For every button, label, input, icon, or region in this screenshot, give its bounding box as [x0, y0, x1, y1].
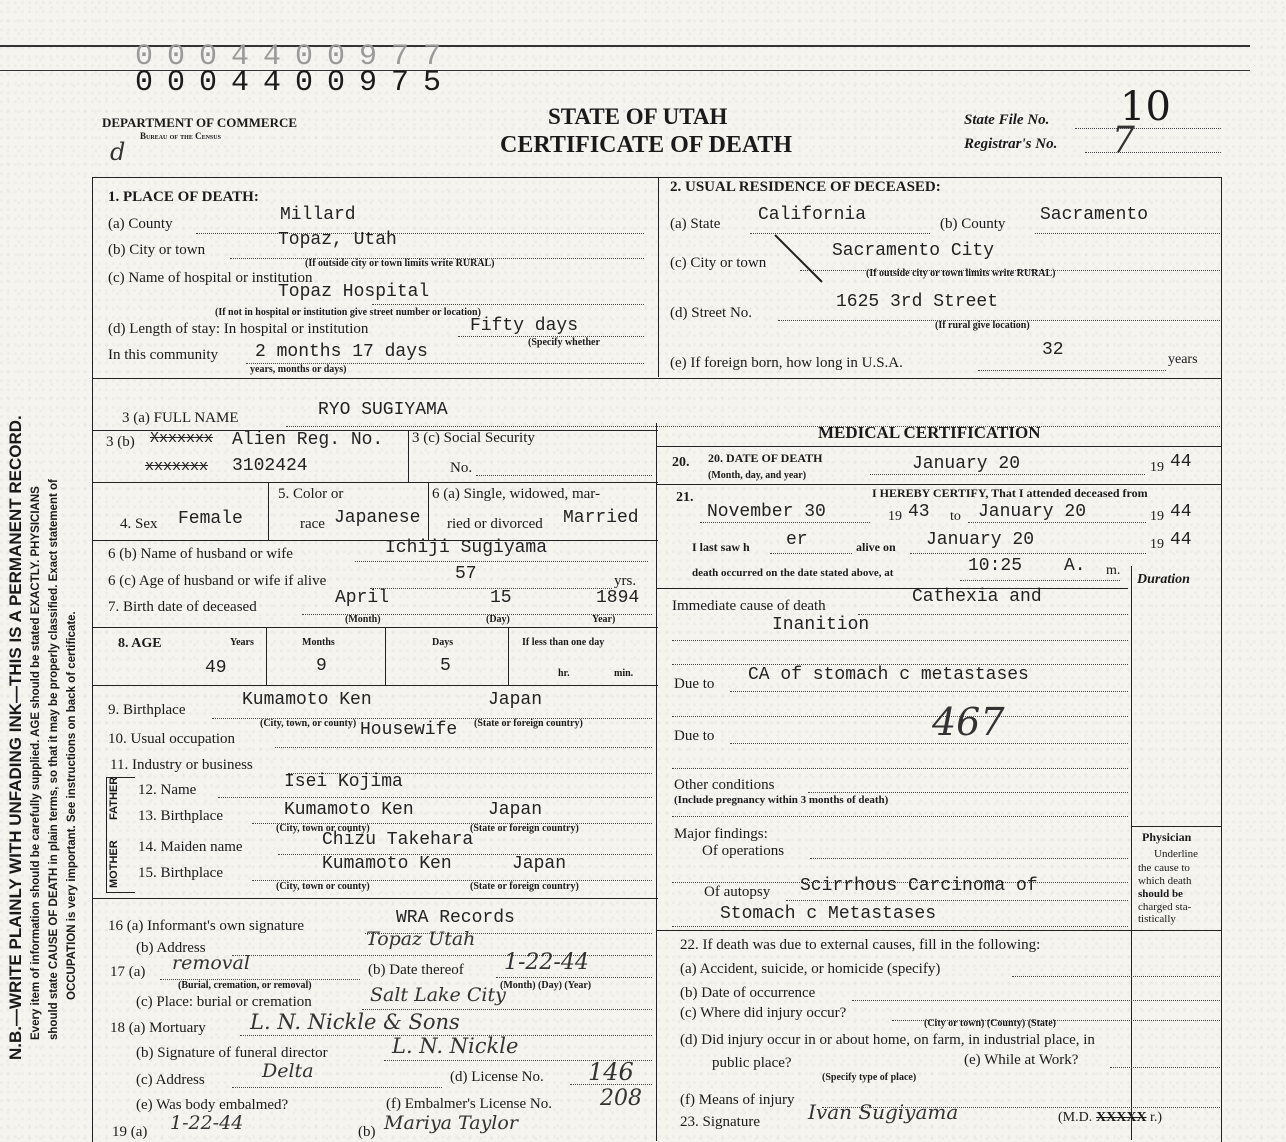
certificate-title: CERTIFICATE OF DEATH [500, 132, 793, 158]
certify-number: 21. [676, 490, 694, 505]
sex-label: 4. Sex [120, 516, 158, 532]
day-caption: (Day) [486, 614, 510, 625]
attend-from-year-prefix: 19 [888, 509, 902, 524]
res-county-value: Sacramento [1040, 205, 1149, 225]
birth-month: April [335, 588, 390, 608]
father-birth-country: Japan [488, 800, 543, 820]
physician-note-5: charged sta- [1138, 901, 1192, 913]
birthplace-country: Japan [488, 690, 543, 710]
registrar-label: Registrar's No. [964, 136, 1058, 152]
days-header: Days [432, 637, 454, 648]
attend-to-date: January 20 [978, 502, 1087, 522]
external-e-label: (e) While at Work? [964, 1052, 1079, 1068]
alive-year: 44 [1170, 530, 1192, 550]
attend-to-year: 44 [1170, 502, 1192, 522]
father-side-label: FATHER [108, 776, 120, 820]
filed-b-label: (b) [358, 1124, 376, 1140]
physician-signature: Ivan Sugiyama [808, 1100, 959, 1124]
divider-med-head [656, 446, 1222, 447]
foreign-label: (e) If foreign born, how long in U.S.A. [670, 355, 903, 371]
divider-main [656, 423, 657, 1141]
res-state-label: (a) State [670, 216, 721, 232]
side-instruction-4: OCCUPATION is very important. See instructions on back of certificate. [66, 611, 78, 1000]
birth-date-label: 7. Birth date of deceased [108, 599, 257, 615]
autopsy-value-2: Stomach c Metastases [720, 904, 937, 924]
informant-sig-label: 16 (a) Informant's own signature [108, 918, 304, 934]
place-of-death-heading: 1. PLACE OF DEATH: [108, 189, 259, 205]
certify-text: I HEREBY CERTIFY, That I attended deceased from [872, 486, 1148, 500]
birthplace-label: 9. Birthplace [108, 702, 186, 718]
side-instruction-2: Every item of information should be carefully supplied. AGE should be stated EXACTLY. PHYSICIANS [30, 486, 42, 1040]
spouse-label: 6 (b) Name of husband or wife [108, 546, 293, 562]
state-file-value: 10 [1120, 84, 1171, 130]
cause-code: 467 [932, 700, 1005, 744]
physician-note-3: which death [1138, 875, 1192, 887]
alien-label: 3 (b) [106, 434, 135, 450]
month-caption: (Month) [345, 614, 381, 625]
years-header: Years [230, 637, 254, 648]
full-name-label: 3 (a) FULL NAME [122, 410, 239, 426]
birth-year: 1894 [596, 588, 640, 608]
autopsy-value-1: Scirrhous Carcinoma of [800, 876, 1038, 896]
license-label: (d) License No. [450, 1069, 544, 1085]
yrs-label: yrs. [614, 573, 637, 589]
occupation-label: 10. Usual occupation [108, 731, 236, 747]
marital-label-2: ried or divorced [447, 516, 543, 532]
mortuary-value: L. N. Nickle & Sons [250, 1010, 460, 1034]
bureau-label: Bureau of the Census [140, 131, 221, 141]
death-time-m: m. [1106, 563, 1121, 578]
age-years: 49 [205, 658, 227, 678]
embalmer-license-label: (f) Embalmer's License No. [386, 1096, 552, 1112]
res-city-label: (c) City or town [670, 255, 767, 271]
res-street-note: (If rural give location) [935, 320, 1030, 331]
external-causes-label: 22. If death was due to external causes, fill in the following: [680, 937, 1041, 953]
occupation-value: Housewife [360, 720, 458, 740]
major-findings-label: Major findings: [674, 826, 768, 842]
external-f-label: (f) Means of injury [680, 1092, 795, 1108]
spouse-age-value: 57 [455, 564, 477, 584]
age-label: 8. AGE [118, 636, 162, 651]
county-value: Millard [280, 205, 356, 225]
mortuary-label: 18 (a) Mortuary [110, 1020, 206, 1036]
license-value: 146 [588, 1058, 634, 1086]
alien-number: 3102424 [232, 456, 308, 476]
external-c-caption: (City or town) (County) (State) [924, 1018, 1057, 1029]
months-header: Months [302, 637, 335, 648]
res-city-value: Sacramento City [832, 241, 995, 261]
funeral-address-label: (c) Address [136, 1072, 205, 1088]
father-birth-caption-2: (State or foreign country) [470, 823, 579, 834]
check-mark [770, 230, 830, 290]
death-time-label: death occurred on the date stated above, at [692, 567, 894, 579]
marital-label: 6 (a) Single, widowed, mar- [432, 486, 600, 502]
birthplace-caption-2: (State or foreign country) [474, 718, 583, 729]
alive-on-label: alive on [856, 540, 896, 554]
filed-label: 19 (a) [112, 1124, 148, 1140]
funeral-address-value: Delta [262, 1060, 314, 1082]
res-street-label: (d) Street No. [670, 305, 753, 321]
mother-name-label: 14. Maiden name [138, 839, 243, 855]
years-label: years [1168, 352, 1198, 367]
other-conditions-note: (Include pregnancy within 3 months of death) [674, 794, 889, 806]
burial-place-label: (c) Place: burial or cremation [136, 994, 312, 1010]
year-caption: Year) [592, 614, 616, 625]
physician-note-1: Underline [1154, 848, 1198, 860]
date-of-death-value: January 20 [912, 454, 1021, 474]
spouse-value: Ichiji Sugiyama [385, 538, 548, 558]
physician-note-4: should be [1138, 888, 1183, 900]
hospital-label: (c) Name of hospital or institution [108, 270, 313, 286]
informant-address-value: Topaz Utah [366, 928, 476, 950]
autopsy-label: Of autopsy [704, 884, 771, 900]
serial-number-faded: 0004400977 [135, 40, 456, 74]
race-value: Japanese [334, 508, 421, 528]
external-d2-label: public place? [712, 1055, 792, 1071]
immediate-cause-label: Immediate cause of death [672, 598, 826, 614]
director-label: (b) Signature of funeral director [136, 1045, 328, 1061]
to-label: to [950, 509, 961, 524]
specify-note: (Specify whether [528, 337, 600, 348]
physician-note-title: Physician [1142, 830, 1192, 844]
father-name-label: 12. Name [138, 782, 197, 798]
community-value: 2 months 17 days [255, 342, 428, 362]
hospital-note: (If not in hospital or institution give street number or location) [215, 307, 481, 318]
md-end: r.) [1150, 1110, 1163, 1125]
res-state-value: California [758, 205, 867, 225]
immediate-cause-2: Inanition [772, 615, 870, 635]
hr-label: hr. [558, 668, 570, 679]
disposition-label: 17 (a) [110, 964, 146, 980]
registrar-value: 7 [1112, 120, 1135, 161]
alien-text: Alien Reg. No. [232, 430, 384, 450]
city-label: (b) City or town [108, 242, 206, 258]
margin-mark: d [110, 138, 126, 166]
external-c-label: (c) Where did injury occur? [680, 1005, 847, 1021]
divider-top [658, 177, 659, 377]
external-d-label: (d) Did injury occur in or about home, on farm, in industrial place, in [680, 1032, 1095, 1048]
mother-birth-label: 15. Birthplace [138, 865, 223, 881]
hospital-value: Topaz Hospital [278, 282, 430, 302]
disposition-date-value: 1-22-44 [504, 950, 589, 975]
attend-from-year: 43 [908, 502, 930, 522]
race-label: race [300, 516, 325, 532]
foreign-value: 32 [1042, 340, 1064, 360]
community-label: In this community [108, 347, 218, 363]
less-header: If less than one day [522, 637, 605, 648]
due-to-1-value: CA of stomach c metastases [748, 665, 1029, 685]
color-label: 5. Color or [278, 486, 344, 502]
immediate-cause-1: Cathexia and [912, 587, 1042, 607]
physician-note-6: tistically [1138, 913, 1176, 925]
full-name-value: RYO SUGIYAMA [318, 400, 448, 420]
date-of-death-label: 20. DATE OF DEATH [708, 451, 823, 465]
duration-header: Duration [1137, 572, 1190, 587]
informant-address-label: (b) Address [136, 940, 206, 956]
disposition-date-label: (b) Date thereof [368, 962, 464, 978]
ss-label: 3 (c) Social Security [412, 430, 535, 446]
father-name-value: Isei Kojima [284, 772, 403, 792]
disposition-note: (Burial, cremation, or removal) [178, 980, 312, 991]
sex-value: Female [178, 509, 243, 529]
medical-heading: MEDICAL CERTIFICATION [818, 423, 1041, 442]
burial-place-value: Salt Lake City [370, 984, 506, 1006]
mother-side-label: MOTHER [108, 840, 120, 888]
disposition-value: removal [172, 952, 250, 974]
divider-section [92, 378, 1222, 379]
disposition-date-caption: (Month) (Day) (Year) [500, 980, 592, 991]
date-of-death-number: 20. [672, 455, 690, 470]
embalmer-license-value: 208 [600, 1086, 642, 1111]
death-time-ampm: A. [1064, 556, 1086, 576]
director-value: L. N. Nickle [392, 1034, 519, 1058]
last-saw-value: er [786, 530, 808, 550]
filed-value: 1-22-44 [170, 1112, 244, 1134]
mother-birth-value: Kumamoto Ken [322, 854, 452, 874]
physician-note-2: the cause to [1138, 862, 1190, 874]
stay-value: Fifty days [470, 316, 579, 336]
mother-birth-caption-1: (City, town or county) [276, 881, 370, 892]
due-to-1-label: Due to [674, 676, 715, 692]
stay-label: (d) Length of stay: In hospital or institution [108, 321, 369, 337]
embalmed-label: (e) Was body embalmed? [136, 1097, 289, 1113]
age-days: 5 [440, 656, 451, 676]
res-county-label: (b) County [940, 216, 1006, 232]
birthplace-caption-1: (City, town, or county) [260, 718, 357, 729]
community-note: years, months or days) [250, 364, 347, 375]
city-note: (If outside city or town limits write RURAL) [305, 258, 495, 269]
md-struck: XXXXX [1096, 1110, 1147, 1125]
department-label: DEPARTMENT OF COMMERCE [102, 115, 298, 130]
registrar-signature: Mariya Taylor [384, 1112, 518, 1134]
min-label: min. [614, 668, 634, 679]
alien-struck: Xxxxxxx [150, 430, 214, 447]
operations-label: Of operations [702, 843, 785, 859]
father-birth-caption-1: (City, town or county) [276, 823, 370, 834]
father-birth-value: Kumamoto Ken [284, 800, 414, 820]
last-saw-label: I last saw h [692, 540, 750, 554]
side-instruction-3: should state CAUSE OF DEATH in plain terms, so that it may be properly classified. Exact statement of [48, 479, 60, 1040]
external-d-caption: (Specify type of place) [822, 1072, 917, 1083]
due-to-2-label: Due to [674, 728, 715, 744]
alive-on-date: January 20 [926, 530, 1035, 550]
county-label: (a) County [108, 216, 173, 232]
age-months: 9 [316, 656, 327, 676]
signature-label: 23. Signature [680, 1114, 760, 1130]
attend-to-year-prefix: 19 [1150, 509, 1164, 524]
res-street-value: 1625 3rd Street [836, 292, 999, 312]
external-a-label: (a) Accident, suicide, or homicide (specify) [680, 961, 941, 977]
alive-year-prefix: 19 [1150, 537, 1164, 552]
date-of-death-caption: (Month, day, and year) [708, 470, 807, 481]
birth-day: 15 [490, 588, 512, 608]
ss-no-label: No. [450, 460, 473, 476]
informant-sig-value: WRA Records [396, 908, 515, 928]
mother-birth-caption-2: (State or foreign country) [470, 881, 579, 892]
alien-struck-2: xxxxxxx [145, 458, 209, 475]
date-year-value: 44 [1170, 452, 1192, 472]
side-instruction-1: N.B.—WRITE PLAINLY WITH UNFADING INK—THIS IS A PERMANENT RECORD. [6, 415, 25, 1060]
date-year-prefix: 19 [1150, 460, 1164, 475]
marital-value: Married [563, 508, 639, 528]
mother-birth-country: Japan [512, 854, 567, 874]
residence-heading: 2. USUAL RESIDENCE OF DECEASED: [670, 179, 941, 195]
serial-number: 0004400975 [135, 66, 456, 100]
death-time-value: 10:25 [968, 556, 1023, 576]
state-file-label: State File No. [964, 112, 1050, 128]
birthplace-value: Kumamoto Ken [242, 690, 372, 710]
industry-label: 11. Industry or business [110, 757, 253, 773]
other-conditions-label: Other conditions [674, 777, 775, 793]
spouse-age-label: 6 (c) Age of husband or wife if alive [108, 573, 327, 589]
state-title: STATE OF UTAH [548, 104, 728, 129]
res-city-note: (If outside city or town limits write RURAL) [866, 268, 1056, 279]
attend-from-date: November 30 [707, 502, 826, 522]
external-b-label: (b) Date of occurrence [680, 985, 816, 1001]
city-value: Topaz, Utah [278, 230, 397, 250]
mother-name-value: Chizu Takehara [322, 830, 474, 850]
father-birth-label: 13. Birthplace [138, 808, 223, 824]
md-label: (M.D. [1058, 1110, 1093, 1125]
